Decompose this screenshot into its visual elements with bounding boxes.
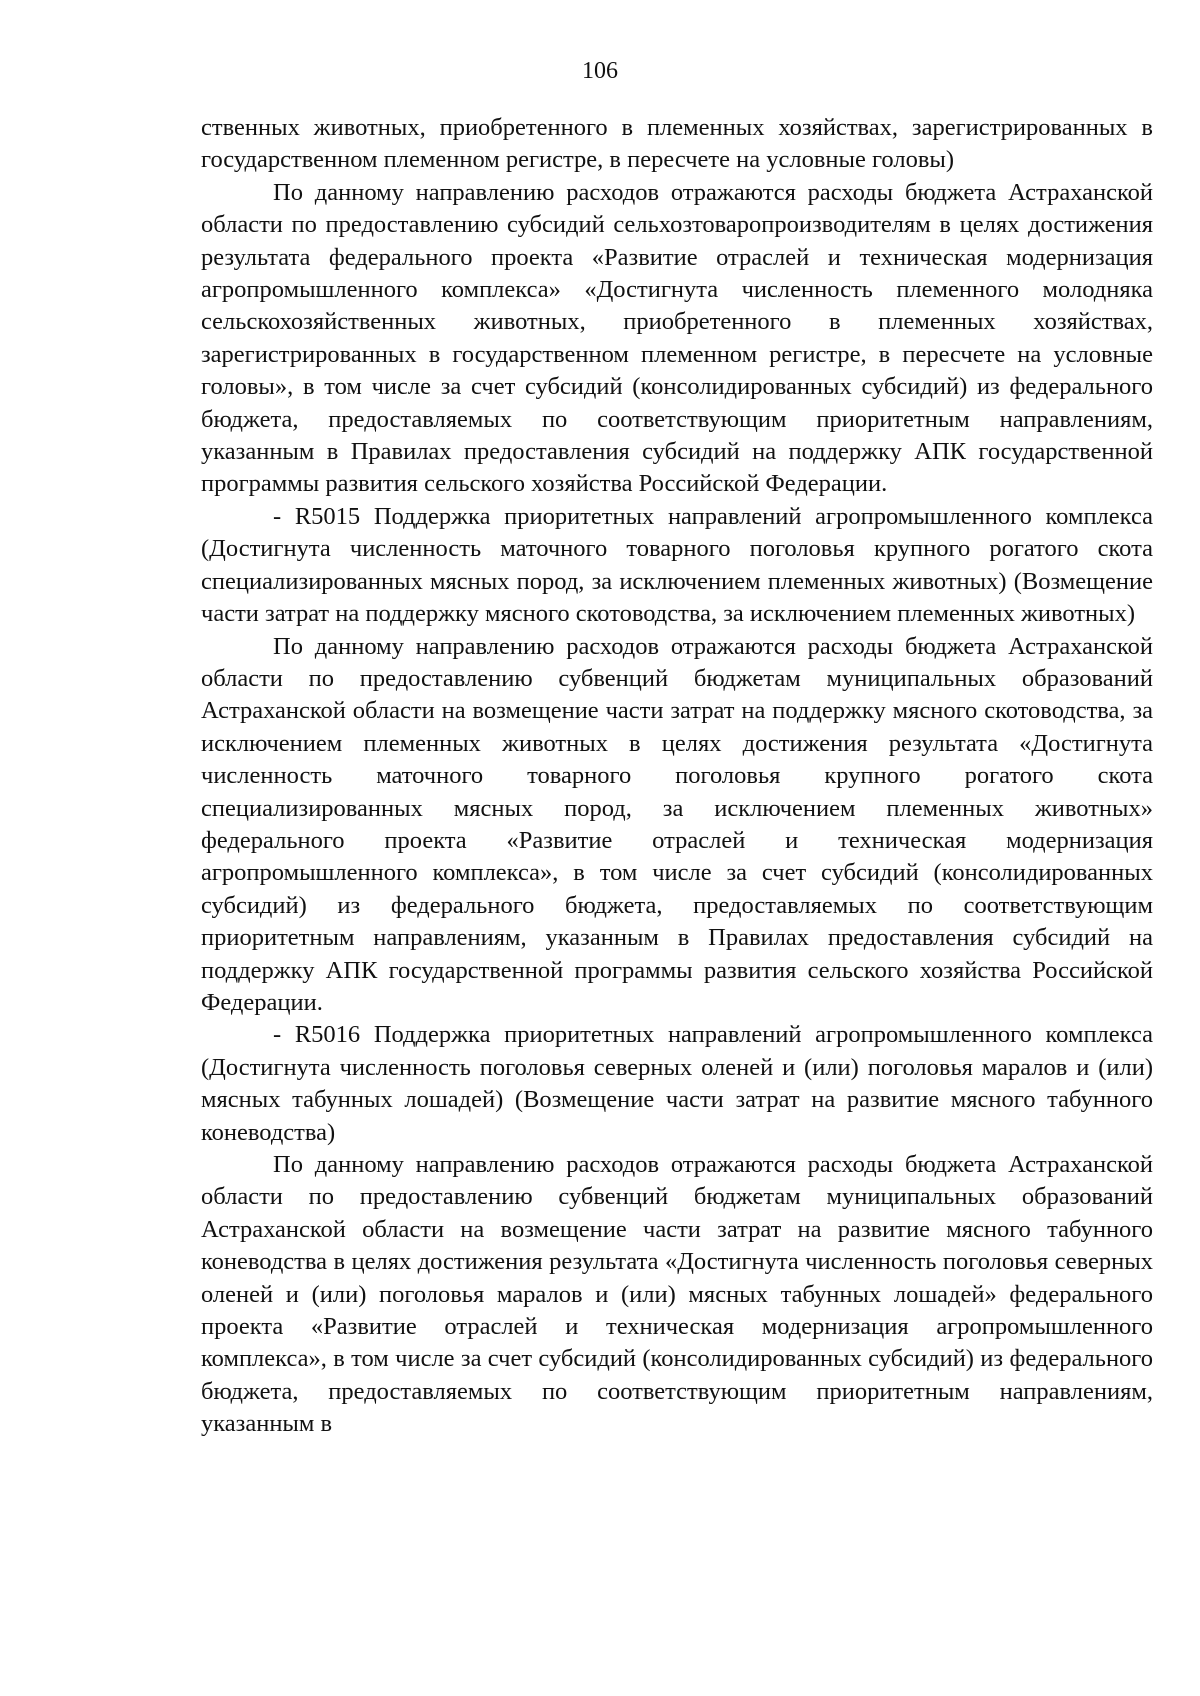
paragraph-continuation: ственных животных, приобретенного в племенных хозяйствах, зарегистрированных в государственном племенном регистре, в пересчете на условные головы)	[201, 114, 1153, 174]
paragraph-r5016-description: По данному направлению расходов отражаются расходы бюджета Астраханской области по предоставлению субвенций бюджетам муниципальных образований Астраханской области на возмещение части затрат на развитие мясного табунного коневодства в целях достижения результата «Достигнута численность поголовья северных оленей и (или) поголовья маралов и (или) мясных табунных лошадей» федерального проекта «Развитие отраслей и техническая модернизация агропромышленного комплекса», в том числе за счет субсидий (консолидированных субсидий) из федерального бюджета, предоставляемых по соответствующим приоритетным направлениям, указанным в	[201, 1151, 1153, 1438]
paragraph-r5014-description: По данному направлению расходов отражаются расходы бюджета Астраханской области по предоставлению субсидий сельхозтоваропроизводителям в целях достижения результата федерального проекта «Развитие отраслей и техническая модернизация агропромышленного комплекса» «Достигнута численность племенного молодняка сельскохозяйственных животных, приобретенного в племенных хозяйствах, зарегистрированных в государственном племенном регистре, в пересчете на условные головы», в том числе за счет субсидий (консолидированных субсидий) из федерального бюджета, предоставляемых по соответствующим приоритетным направлениям, указанным в Правилах предоставления субсидий на поддержку АПК государственной программы развития сельского хозяйства Российской Федерации.	[201, 178, 1153, 498]
paragraph-r5015-heading: - R5015 Поддержка приоритетных направлений агропромышленного комплекса (Достигнута численность маточного товарного поголовья крупного рогатого скота специализированных мясных пород, за исключением племенных животных) (Возмещение части затрат на поддержку мясного скотоводства, за исключением племенных животных)	[201, 502, 1153, 628]
body-text	[201, 112, 1153, 1441]
page-number: 106	[582, 58, 618, 84]
paragraph-r5016-heading: - R5016 Поддержка приоритетных направлений агропромышленного комплекса (Достигнута численность поголовья северных оленей и (или) поголовья маралов и (или) мясных табунных лошадей) (Возмещение части затрат на развитие мясного табунного коневодства)	[201, 1021, 1153, 1146]
paragraph-r5015-description: По данному направлению расходов отражаются расходы бюджета Астраханской области по предоставлению субвенций бюджетам муниципальных образований Астраханской области на возмещение части затрат на поддержку мясного скотоводства, за исключением племенных животных в целях достижения результата «Достигнута численность маточного товарного поголовья крупного рогатого скота специализированных мясных пород, за исключением племенных животных» федерального проекта «Развитие отраслей и техническая модернизация агропромышленного комплекса», в том числе за счет субсидий (консолидированных субсидий) из федерального бюджета, предоставляемых по соответствующим приоритетным направлениям, указанным в Правилах предоставления субсидий на поддержку АПК государственной программы развития сельского хозяйства Российской Федерации.	[201, 632, 1153, 1016]
